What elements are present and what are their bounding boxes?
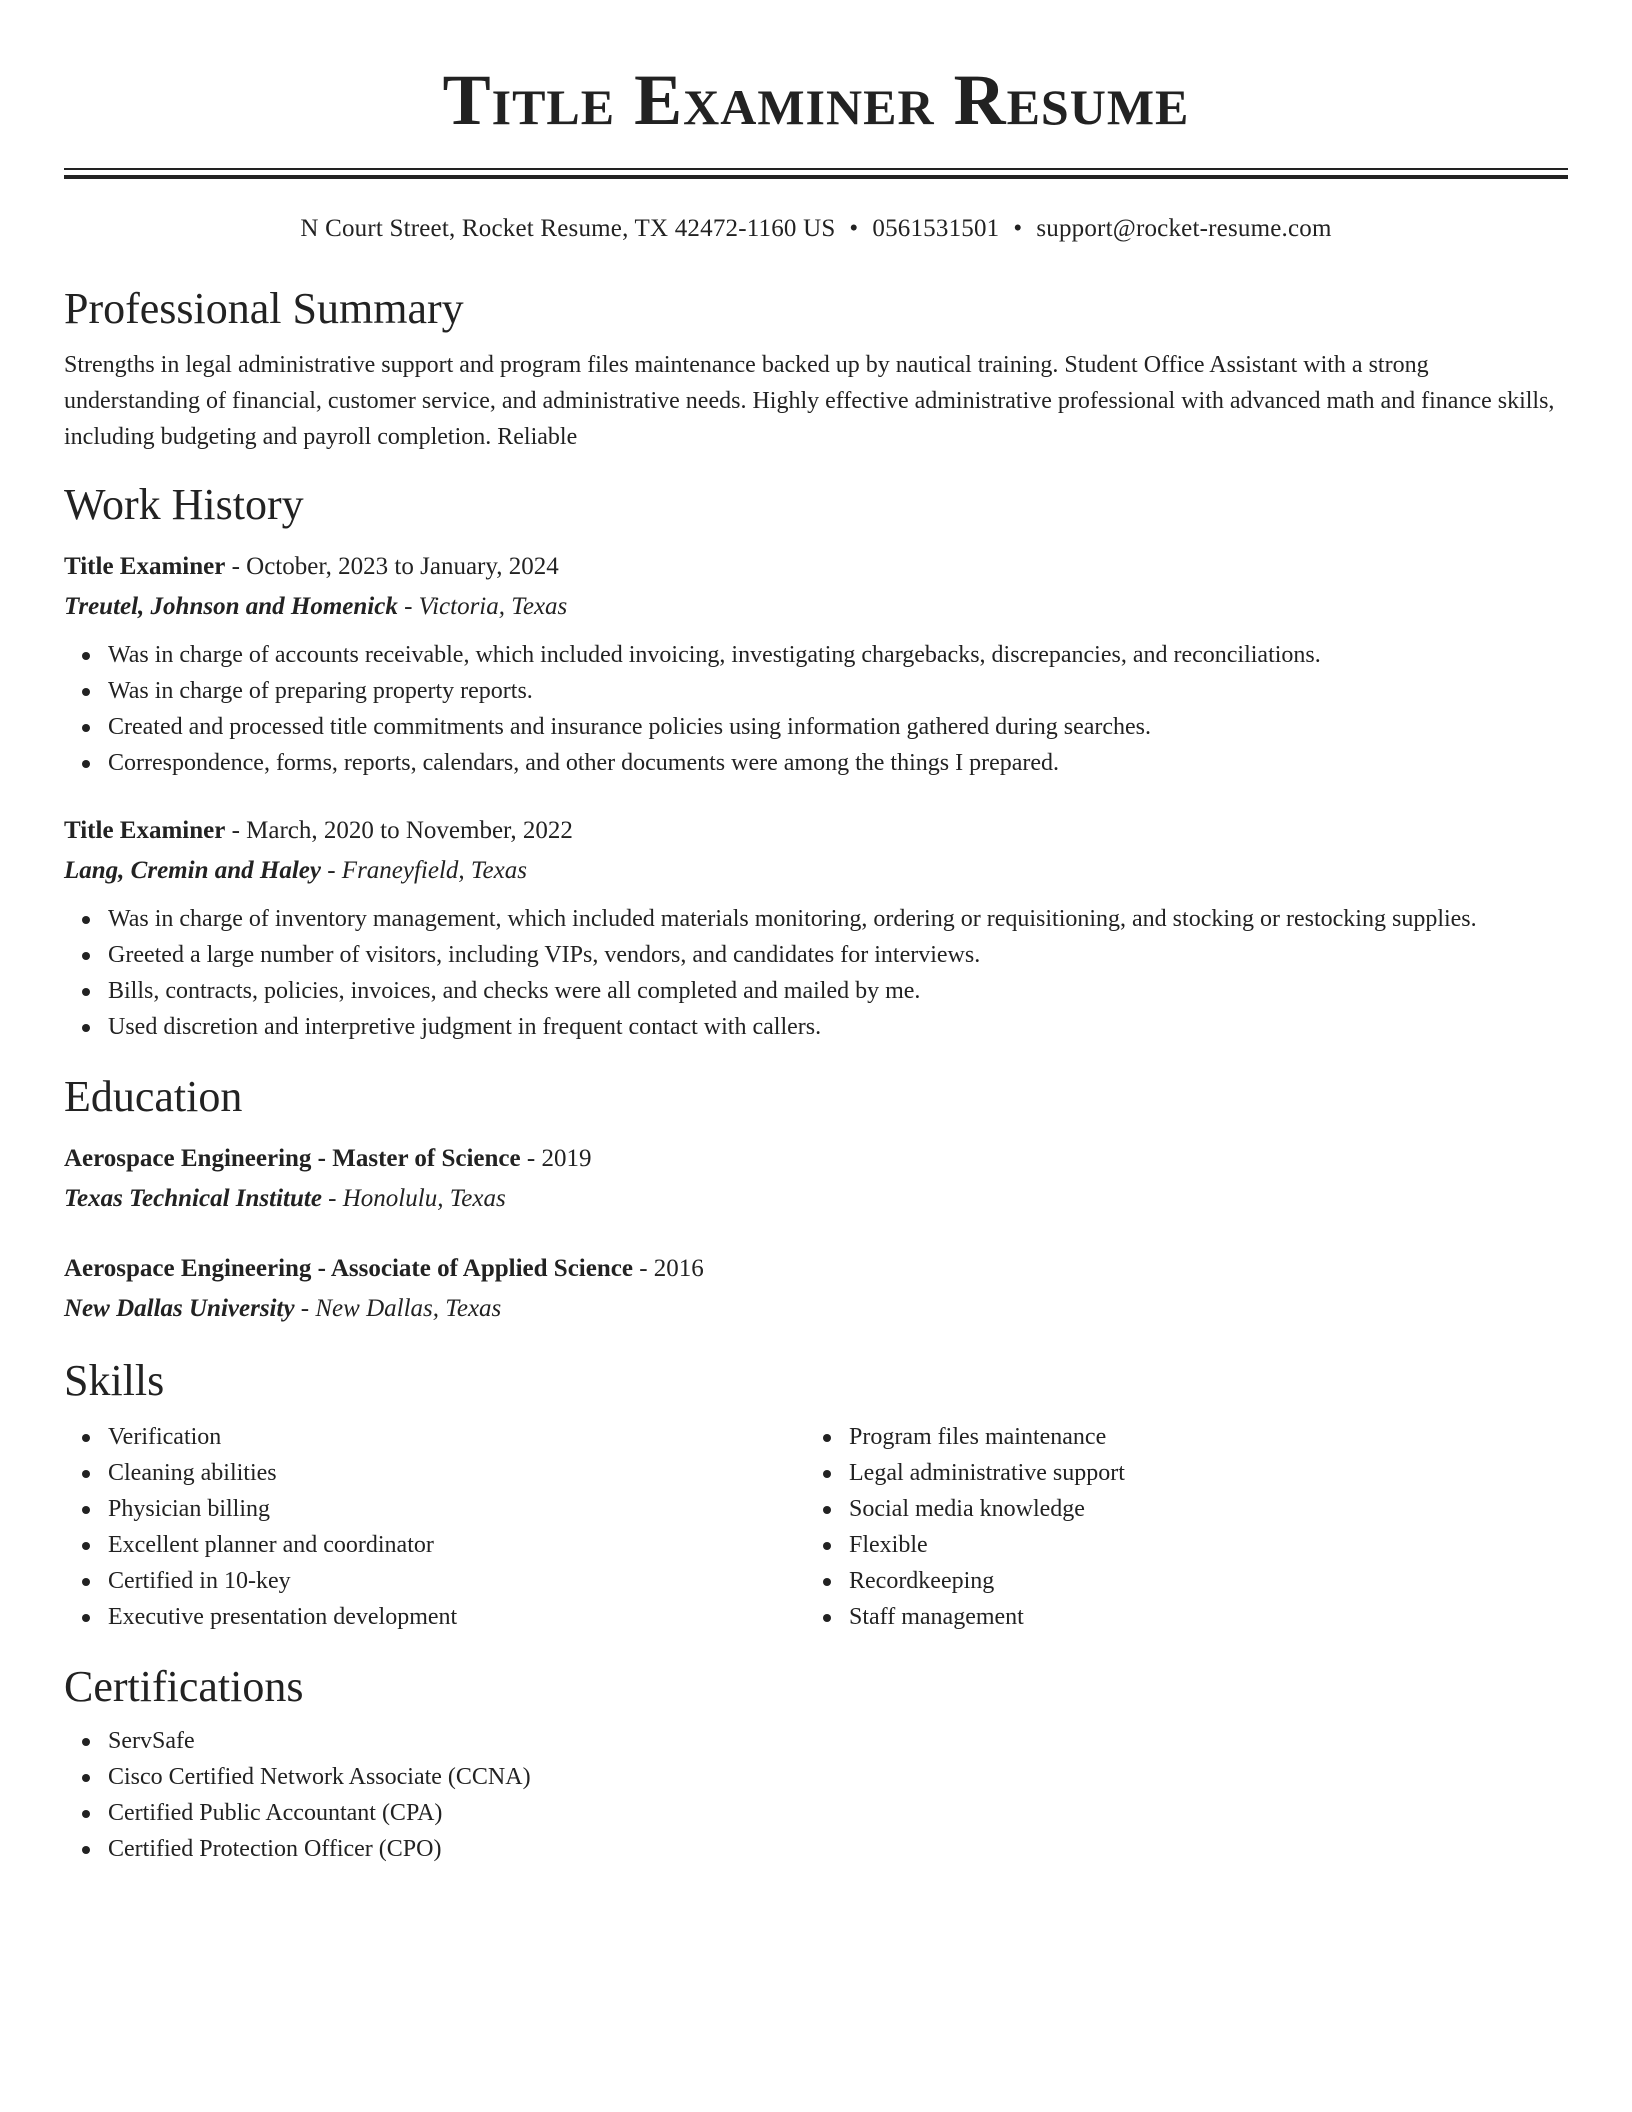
job-bullets [64, 637, 1568, 781]
list-item: Social media knowledge [849, 1491, 1546, 1527]
list-item: Correspondence, forms, reports, calendars, and other documents were among the things I prepared. [108, 745, 1568, 781]
list-item: Bills, contracts, policies, invoices, and checks were all completed and mailed by me. [108, 973, 1568, 1009]
list-item: Was in charge of preparing property reports. [108, 673, 1568, 709]
education-entry [64, 1249, 1568, 1329]
list-item: Was in charge of accounts receivable, which included invoicing, investigating chargebacks, discrepancies, and reconciliations. [108, 637, 1568, 673]
list-item: Verification [108, 1419, 805, 1455]
job-title: Title Examiner [64, 817, 226, 844]
list-item: Certified Protection Officer (CPO) [108, 1831, 1568, 1867]
job-title-line [64, 811, 1568, 851]
list-item: Program files maintenance [849, 1419, 1546, 1455]
degree: Aerospace Engineering - Master of Science [64, 1145, 521, 1172]
job-title: Title Examiner [64, 553, 226, 580]
list-item: Cisco Certified Network Associate (CCNA) [108, 1759, 1568, 1795]
list-item: Was in charge of inventory management, which included materials monitoring, ordering or requisitioning, and stocking or restocking supplies. [108, 901, 1568, 937]
certifications-list [64, 1723, 1568, 1867]
list-item: ServSafe [108, 1723, 1568, 1759]
job-company-line [64, 851, 1568, 891]
summary-text: Strengths in legal administrative support and program files maintenance backed up by nautical training. Student Office Assistant with a strong understanding of financial, customer service, and administrative needs. Highly effective administrative professional with advanced math and finance skills, including budgeting and payroll completion. Reliable [64, 352, 1555, 450]
skills-column-left [64, 1419, 805, 1635]
list-item: Certified Public Accountant (CPA) [108, 1795, 1568, 1831]
list-item: Excellent planner and coordinator [108, 1527, 805, 1563]
list-item: Flexible [849, 1527, 1546, 1563]
job-dates: - October, 2023 to January, 2024 [225, 553, 559, 580]
degree-year: - 2016 [632, 1255, 704, 1282]
section-heading-education: Education [64, 1072, 243, 1121]
list-item: Recordkeeping [849, 1563, 1546, 1599]
job-entry [64, 547, 1568, 781]
list-item: Staff management [849, 1599, 1546, 1635]
school-line [64, 1179, 1568, 1219]
contact-phone: 0561531501 [872, 215, 1000, 242]
job-dates: - March, 2020 to November, 2022 [225, 817, 573, 844]
degree-year: - 2019 [520, 1145, 592, 1172]
list-item: Used discretion and interpretive judgment in frequent contact with callers. [108, 1009, 1568, 1045]
job-location: - Franeyfield, Texas [320, 857, 527, 884]
section-heading-skills: Skills [64, 1356, 165, 1405]
list-item: Physician billing [108, 1491, 805, 1527]
school-location: - Honolulu, Texas [321, 1185, 506, 1212]
job-company-line [64, 587, 1568, 627]
job-company: Treutel, Johnson and Homenick [64, 593, 398, 620]
section-heading-summary: Professional Summary [64, 284, 464, 333]
skills-grid [64, 1419, 1568, 1635]
school-line [64, 1289, 1568, 1329]
bullet-separator: • [1013, 215, 1023, 242]
contact-address: N Court Street, Rocket Resume, TX 42472-1160 US [300, 215, 836, 242]
degree: Aerospace Engineering - Associate of Applied Science [64, 1255, 633, 1282]
job-location: - Victoria, Texas [397, 593, 568, 620]
list-item: Cleaning abilities [108, 1455, 805, 1491]
job-title-line [64, 547, 1568, 587]
section-heading-work-history: Work History [64, 480, 304, 529]
list-item: Legal administrative support [849, 1455, 1546, 1491]
degree-line [64, 1249, 1568, 1289]
school: Texas Technical Institute [64, 1185, 322, 1212]
title-divider-thin [64, 168, 1568, 170]
job-entry [64, 811, 1568, 1045]
contact-line [64, 213, 1568, 245]
resume-title: Title Examiner Resume [442, 60, 1190, 140]
job-bullets [64, 901, 1568, 1045]
section-heading-certifications: Certifications [64, 1662, 304, 1711]
list-item: Executive presentation development [108, 1599, 805, 1635]
skills-column-right [805, 1419, 1546, 1635]
education-entry [64, 1139, 1568, 1219]
list-item: Greeted a large number of visitors, including VIPs, vendors, and candidates for interviews. [108, 937, 1568, 973]
bullet-separator: • [849, 215, 859, 242]
school: New Dallas University [64, 1295, 295, 1322]
contact-email: support@rocket-resume.com [1036, 215, 1332, 242]
list-item: Certified in 10-key [108, 1563, 805, 1599]
title-divider-thick [64, 175, 1568, 179]
degree-line [64, 1139, 1568, 1179]
school-location: - New Dallas, Texas [294, 1295, 502, 1322]
list-item: Created and processed title commitments and insurance policies using information gathered during searches. [108, 709, 1568, 745]
job-company: Lang, Cremin and Haley [64, 857, 321, 884]
